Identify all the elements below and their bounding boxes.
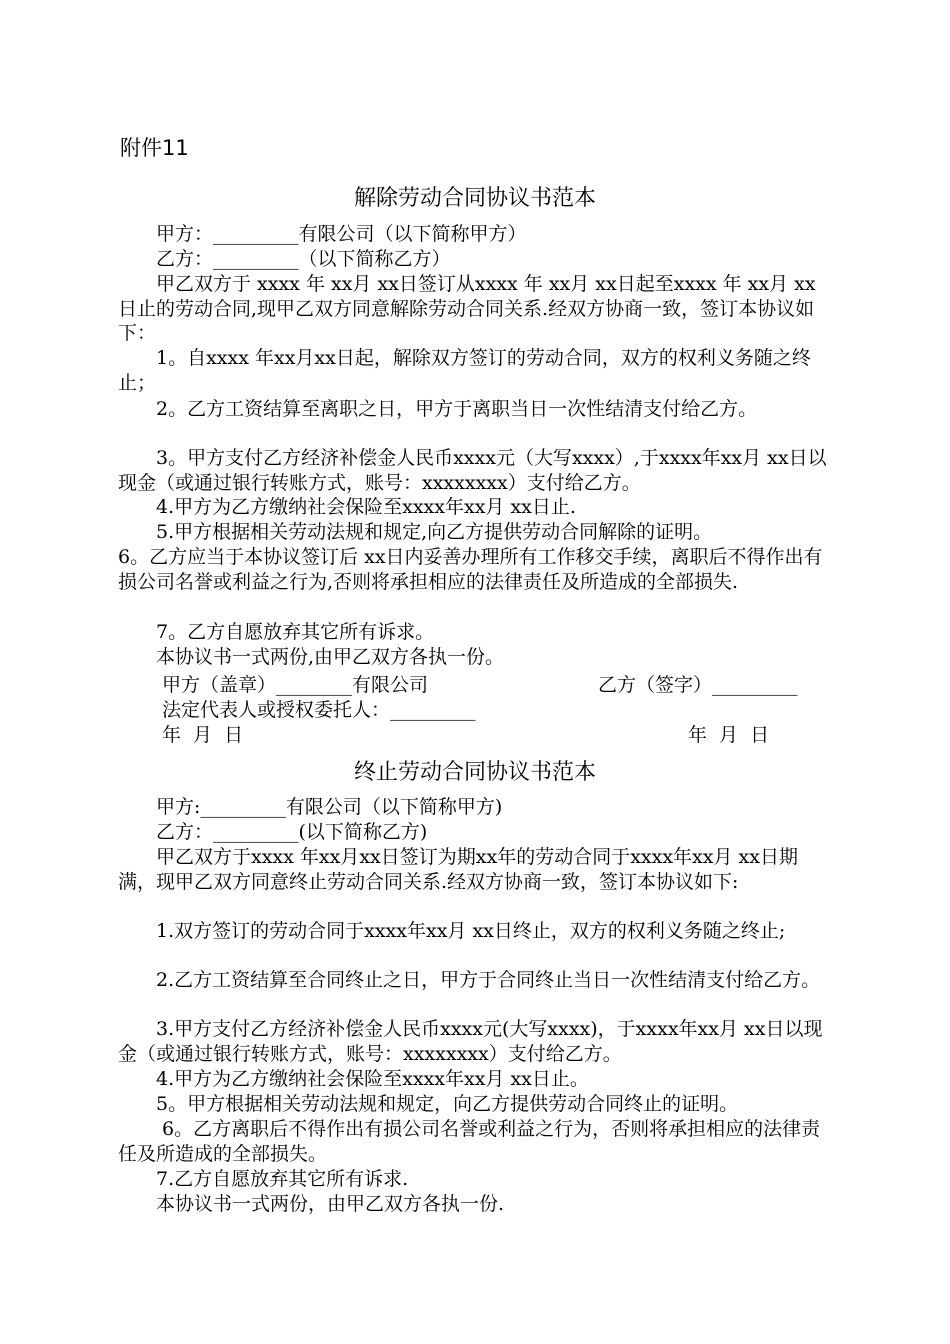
party-a-line: 甲方：_________有限公司（以下简称甲方） <box>118 223 527 245</box>
clause-6: 6。乙方应当于本协议签订后 xx日内妥善办理所有工作移交手续，离职后不得作出有损公司名誉或利益之行为,否则将承担相应的法律责任及所造成的全部损失. <box>118 546 823 593</box>
party-b-signature: 乙方（签字）_________ <box>598 674 798 696</box>
clause-7-2: 7.乙方自愿放弃其它所有诉求. <box>118 1168 409 1190</box>
copies-note-2: 本协议书一式两份，由甲乙双方各执一份. <box>118 1193 505 1215</box>
clause-4: 4.甲方为乙方缴纳社会保险至xxxx年xx月 xx日止. <box>118 496 576 518</box>
clause-5: 5.甲方根据相关劳动法规和规定,向乙方提供劳动合同解除的证明。 <box>118 521 713 543</box>
agreement-title-expiry: 终止劳动合同协议书范本 <box>353 760 596 785</box>
clause-3-2: 3.甲方支付乙方经济补偿金人民币xxxx元(大写xxxx)，于xxxx年xx月 xx日以现金（或通过银行转账方式，账号：xxxxxxxx）支付给乙方。 <box>118 1018 823 1065</box>
legal-representative-line: 法定代表人或授权委托人：_________ <box>162 699 476 721</box>
clause-1-2: 1.双方签订的劳动合同于xxxx年xx月 xx日终止，双方的权利义务随之终止; <box>118 920 786 942</box>
copies-note: 本协议书一式两份,由甲乙双方各执一份。 <box>118 646 505 668</box>
intro-paragraph-2: 甲乙双方于xxxx 年xx月xx日签订为期xx年的劳动合同于xxxx年xx月 xx日期满，现甲乙双方同意终止劳动合同关系.经双方协商一致，签订本协议如下: <box>118 846 798 893</box>
date-line-party-b: 年 月 日 <box>688 724 770 746</box>
attachment-label: 附件11 <box>120 136 189 160</box>
clause-3: 3。甲方支付乙方经济补偿金人民币xxxx元（大写xxxx）,于xxxx年xx月 xx日以现金（或通过银行转账方式，账号：xxxxxxxx）支付给乙方。 <box>118 447 827 494</box>
party-b-line: 乙方：_________（以下简称乙方） <box>118 248 451 270</box>
date-line-party-a: 年 月 日 <box>162 724 244 746</box>
clause-5-2: 5。甲方根据相关劳动法规和规定，向乙方提供劳动合同终止的证明。 <box>118 1093 739 1115</box>
clause-1: 1。自xxxx 年xx月xx日起，解除双方签订的劳动合同，双方的权利义务随之终止； <box>118 347 811 394</box>
clause-2-2: 2.乙方工资结算至合同终止之日，甲方于合同终止当日一次性结清支付给乙方。 <box>118 969 821 991</box>
intro-paragraph: 甲乙双方于 xxxx 年 xx月 xx日签订从xxxx 年 xx月 xx日起至xxxx 年 xx月 xx日止的劳动合同,现甲乙双方同意解除劳动合同关系.经双方协商一致，签订本协议如下： <box>118 273 816 344</box>
clause-6-2: 6。乙方离职后不得作出有损公司名誉或利益之行为，否则将承担相应的法律责任及所造成的全部损失。 <box>118 1118 821 1165</box>
party-a-seal: 甲方（盖章）________有限公司 <box>162 674 429 696</box>
party-a-line-2: 甲方:_________有限公司（以下简称甲方) <box>118 796 503 818</box>
clause-7: 7。乙方自愿放弃其它所有诉求。 <box>118 621 435 643</box>
clause-4-2: 4.甲方为乙方缴纳社会保险至xxxx年xx月 xx日止。 <box>118 1068 589 1090</box>
clause-2: 2。乙方工资结算至离职之日，甲方于离职当日一次性结清支付给乙方。 <box>118 398 758 420</box>
agreement-title-termination: 解除劳动合同协议书范本 <box>353 186 596 211</box>
party-b-line-2: 乙方：_________(以下简称乙方) <box>118 821 428 843</box>
